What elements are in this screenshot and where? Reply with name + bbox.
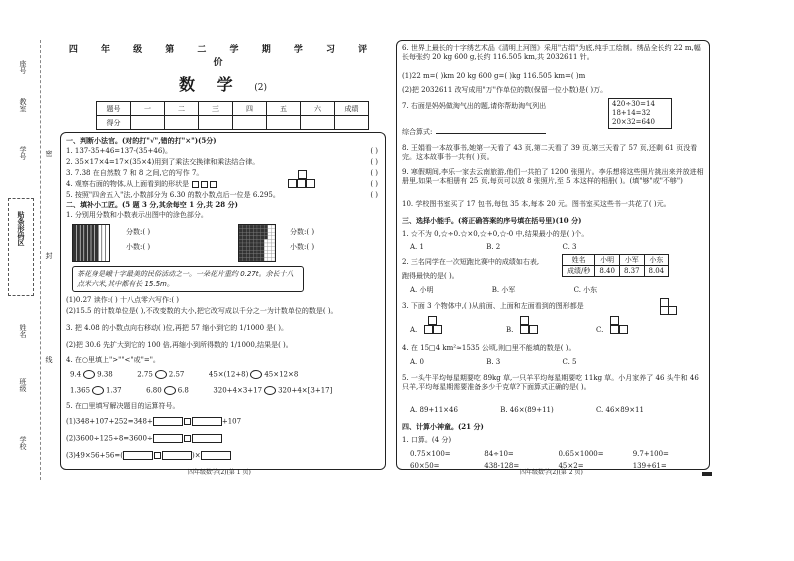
score-input-cell[interactable]: [301, 116, 335, 130]
binding-char-xian: 线: [45, 356, 53, 363]
part4-title: 四、计算小神童。(21 分): [402, 422, 484, 431]
part2b-q6: [402, 44, 706, 63]
operator-square[interactable]: [154, 452, 161, 459]
barcode-area-label: 贴条形码区: [17, 211, 26, 246]
part2-section: [66, 200, 238, 222]
score-cell: 成绩: [335, 102, 369, 116]
part2-q5: [66, 402, 241, 462]
operator-box[interactable]: [153, 434, 183, 443]
operator-box[interactable]: [153, 417, 183, 426]
operator-square[interactable]: [184, 418, 191, 425]
score-input-cell[interactable]: [233, 116, 267, 130]
barcode-area: [8, 198, 34, 296]
score-cell: 四: [233, 102, 267, 116]
q3-option-b-label: B.: [506, 326, 514, 334]
part1-item-4: 4. 观察右面的物体,从上面看到的形状是 ( ): [66, 180, 378, 188]
operator-box[interactable]: [201, 451, 231, 460]
score-input-cell[interactable]: [199, 116, 233, 130]
part3-q2-options: A. 小明 B. 小军 C. 小东: [410, 286, 598, 294]
part3-q3: 3. 下面 3 个物体中,( )从前面、上面和左面看到的图形都是: [402, 302, 584, 310]
part2-q5-3: (3)49×56+56=( )×: [66, 451, 241, 462]
operator-box[interactable]: [162, 451, 192, 460]
compare-circle[interactable]: [250, 370, 262, 379]
exam-page-2: [396, 40, 714, 490]
mental-math-row-1: 0.75×100= 84÷10= 0.65×1000= 9.7+100=: [410, 450, 669, 458]
part2b-q6-text: 6. 世界上最长的十字绣艺术品《清明上河图》采用"古绢"为底,纯手工绘制。绣品全长约 22 m,幅长每张约 20 kg 600 g,长约 116.505 km,共 2032611 针。: [402, 44, 701, 62]
part2b-q6-units: (1)22 m=( )km 20 kg 600 g=( )kg 116.505 km=( )m: [402, 72, 586, 80]
operator-box[interactable]: [123, 451, 153, 460]
part2-q5-2: (2)3600÷125÷8=3600÷: [66, 434, 241, 445]
q3-option-c-figure: [610, 316, 640, 338]
part3-q1-options: A. 1 B. 2 C. 3: [410, 243, 577, 251]
fraction-answer-2: 分数:( ) 小数:( ): [290, 228, 315, 251]
school-label: 学校: [19, 436, 27, 450]
part4-q1: 1. 口算。(4 分): [402, 436, 452, 444]
operator-square[interactable]: [184, 435, 191, 442]
question-2-story-box: 茶花身是峨十字最美的民俗活动之一。一朵花片重约 0.27t。余长十八点米六米,其中都有长 15.5m。: [72, 266, 304, 292]
compare-circle[interactable]: [264, 386, 276, 395]
compare-row-2: 1.365 1.37 6.80 6.8 320+4×3+17 320+4×[3+17]: [70, 386, 333, 395]
exam-subject: [58, 72, 388, 95]
q3-option-b-figure: [520, 316, 550, 338]
part2b-q6-b: (2)把 2032611 改写成用"万"作单位的数(保留一位小数)是( )万。: [402, 86, 608, 94]
part2-q5-title: 5. 在□里填写解决题目的运算符号。: [66, 402, 180, 410]
part1-item-2: 2. 35×17×4=17×(35×4)用到了乘法交换律和乘法结合律。 ( ): [66, 158, 378, 166]
subject-name: 数 学: [179, 75, 241, 94]
binding-line: [40, 40, 41, 480]
part2b-q7-b: 综合算式:: [402, 128, 546, 137]
q3-option-a-figure: [424, 316, 454, 338]
part1-item-3: 3. 7.38 在自然数 7 和 8 之间,它的写作 7。 ( ): [66, 169, 378, 177]
part2b-q8: 8. 王娟看一本故事书,她第一天看了 43 页,第二天看了 39 页,第三天看了 57 页,还剩 61 页没看完。这本故事书一共有( )页。: [402, 144, 698, 162]
score-table: [96, 101, 369, 130]
part2-q2a: (1)0.27 读作:( ) 十八点零六写作:( ): [66, 296, 180, 304]
page1-footer: 四年级数学(2)(第 1 页): [188, 469, 251, 476]
score-table-score-row: [97, 116, 369, 130]
part2-q5-1: (1)348+107+252=348+ +107: [66, 417, 242, 426]
part3-q5: 5. 一头牛平均每星期要吃 89kg 草,一只羊平均每星期要吃 11kg 草。小月家养了 46 头牛和 46 只羊,平均每星期需要准备多少千克草?下面算式正确的是( )。: [402, 374, 699, 392]
score-cell: 题号: [97, 102, 131, 116]
part1-item-1: 1. 137-35+46=137-(35+46)。 ( ): [66, 147, 378, 155]
part2-q2-q5: [66, 296, 338, 367]
part3-q2-b: 跑得最快的是( )。: [402, 272, 459, 280]
q3-option-c-label: C.: [596, 326, 604, 334]
binding-char-feng: 封: [45, 252, 53, 259]
score-input-cell[interactable]: [165, 116, 199, 130]
part3-q4-options: A. 0 B. 3 C. 5: [410, 358, 577, 366]
part1-title: 一、判断小法官。(对的打"√",错的打"×")(5分): [66, 136, 217, 145]
hundredths-grid-figure: [238, 224, 276, 262]
part2-q3b: (2)把 30.6 先扩大到它的 100 倍,再缩小到所得数的 1/1000,结果是( )。: [66, 341, 293, 349]
part3-q1: 1. ☆不为 0,☆÷0.☆×0,☆+0,☆-0 中,结果最小的是( )个。: [402, 230, 589, 238]
compare-circle[interactable]: [83, 370, 95, 379]
q3-target-shape: [660, 298, 684, 314]
part3-title: 三、选择小能手。(将正确答案的序号填在括号里)(10 分): [402, 216, 582, 225]
q3-option-a-label: A.: [410, 326, 418, 334]
part2b-q9: 9. 寒假期间,李乐一家去云南旅游,他们一共拍了 1200 张照片。李乐想将这些照片挑出来并放进相册里,如果一本相册有 25 页,每页可以放 8 张照片,至 5 本这样的相册( )。(填"够"或"不够"): [402, 168, 704, 186]
part2b-q7: 7. 右面是妈妈做淘气出的题,请你帮助淘气列出: [402, 102, 547, 110]
subject-number: (2): [254, 83, 267, 93]
score-input-cell[interactable]: [131, 116, 165, 130]
operator-box[interactable]: [192, 417, 222, 426]
part2-title: 二、填补小工匠。(5 题 3 分,其余每空 1 分,共 28 分): [66, 200, 238, 209]
score-cell: 二: [165, 102, 199, 116]
score-cell: 得分: [97, 116, 131, 130]
fraction-answer-1: 分数:( ) 小数:( ): [126, 228, 151, 251]
compare-circle[interactable]: [92, 386, 104, 395]
cube-stack-figure: [288, 170, 318, 192]
part3-q5-options: A. 89+11×46 B. 46×(89+11) C. 46×89×11: [410, 406, 644, 414]
compare-circle[interactable]: [155, 370, 167, 379]
part3-q4: 4. 在 15□4 km²≈1535 公顷,则□里不能填的数是( )。: [402, 344, 576, 352]
student-id-label: 学号: [19, 146, 27, 160]
part2-q3: 3. 把 4.08 的小数点向右移动( )位,再把 57 缩小到它的 1/1000 是( )。: [66, 324, 288, 332]
exam-page-1: [58, 40, 388, 490]
part2-q4: 4. 在○里填上">""<"或"="。: [66, 356, 160, 364]
binding-char-mi: 密: [45, 150, 53, 157]
part3-q2: 2. 三名同学在一次短跑比赛中的成绩如右表,: [402, 258, 540, 266]
part1-item-5: 5. 按照"四舍五入"法,小数部分为 6.30 的数小数点后一位是 6.295。 ( ): [66, 191, 378, 199]
name-label: 姓名: [19, 324, 27, 338]
seat-number-label: 座号: [19, 60, 27, 74]
score-table-header-row: [97, 102, 369, 116]
race-results-table: 姓名 小明 小军 小东 成绩/秒 8.40 8.37 8.04: [562, 254, 669, 277]
part1-section: [66, 136, 382, 202]
score-cell: 五: [267, 102, 301, 116]
score-input-cell[interactable]: [267, 116, 301, 130]
class-label: 班级: [19, 378, 27, 392]
compare-row-1: 9.4 9.38 2.75 2.57 45×(12+8) 45×12×8: [70, 370, 299, 379]
score-cell: 一: [131, 102, 165, 116]
part2-q1: 1. 分别用分数和小数表示出图中的涂色部分。: [66, 211, 208, 219]
operator-box[interactable]: [192, 434, 222, 443]
corner-mark: [702, 472, 712, 476]
score-input-cell[interactable]: [335, 116, 369, 130]
part2-q2b: (2)15.5 的计数单位是( ),不改变数的大小,把它改写成以千分之一为计数单位的数是( )。: [66, 307, 338, 315]
score-cell: 六: [301, 102, 335, 116]
page2-footer: 四年级数学(2)(第 2 页): [520, 469, 583, 476]
binding-sidebar: [0, 0, 53, 561]
exam-title: 四 年 级 第 二 学 期 学 习 评 价: [68, 45, 378, 68]
classroom-label: 教室: [19, 98, 27, 112]
part2b-q10: 10. 学校图书室买了 17 包书,每包 35 本,每本 20 元。图书室买这些书一共花了( )元。: [402, 200, 671, 208]
tenths-grid-figure: [72, 224, 110, 262]
compare-circle[interactable]: [164, 386, 176, 395]
q7-calc-box: 420÷30=14 18+14=32 20×32=640: [608, 98, 672, 129]
score-cell: 三: [199, 102, 233, 116]
mental-math-row-2: 60×50= 438-128= 45×2= 139+61=: [410, 462, 667, 470]
